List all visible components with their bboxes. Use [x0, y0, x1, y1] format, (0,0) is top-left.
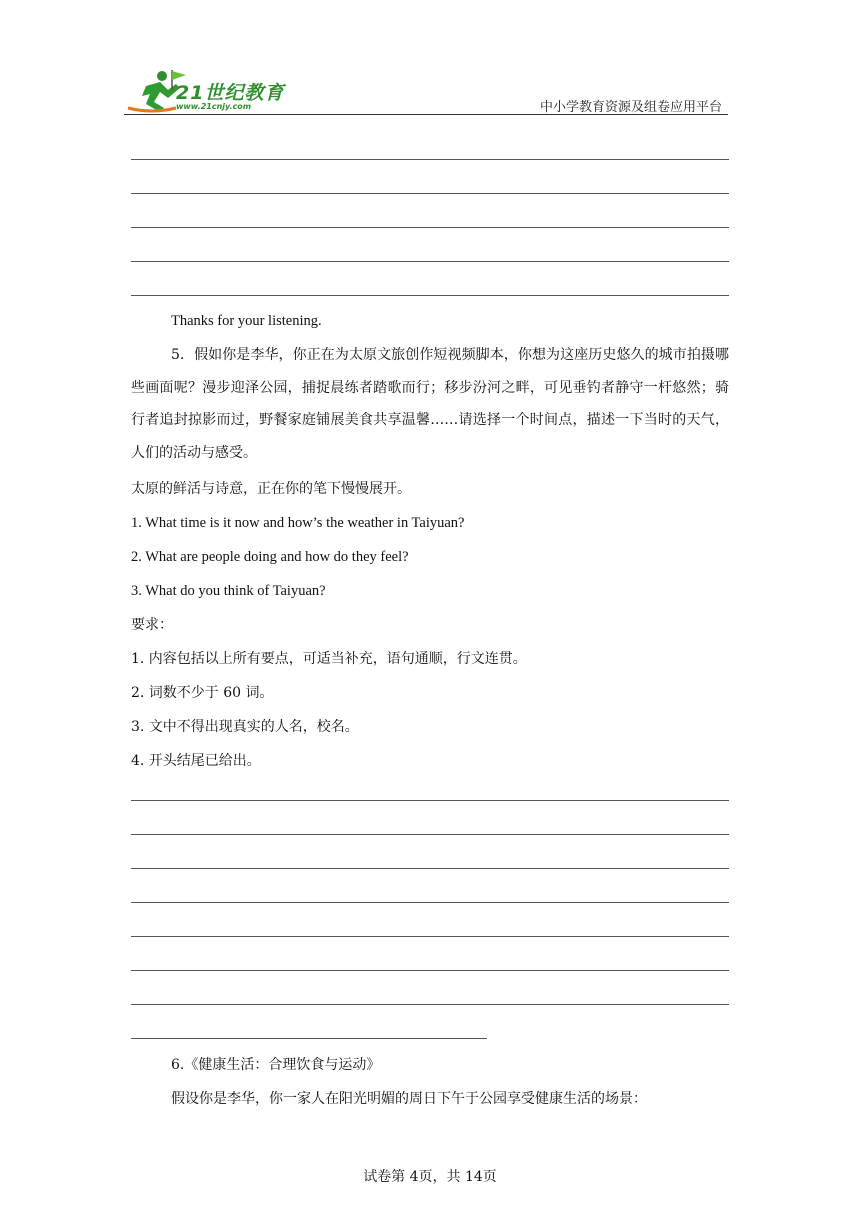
- q5-requirement-4: 4. 开头结尾已给出。: [131, 753, 261, 769]
- q5-subline: 太原的鲜活与诗意，正在你的笔下慢慢展开。: [131, 481, 411, 497]
- q6-prompt: 假设你是李华，你一家人在阳光明媚的周日下午于公园享受健康生活的场景：: [171, 1091, 647, 1107]
- q5-requirement-2: 2. 词数不少于 60 词。: [131, 685, 274, 701]
- answer-line[interactable]: [131, 936, 729, 937]
- q5-question-3: 3. What do you think of Taiyuan?: [131, 583, 326, 599]
- logo-url: www.21cnjy.com: [176, 102, 252, 111]
- page-footer: 试卷第 4页，共 14页: [363, 1169, 497, 1185]
- closing-line: Thanks for your listening.: [171, 313, 322, 329]
- q5-question-2: 2. What are people doing and how do they feel?: [131, 549, 409, 565]
- answer-line[interactable]: [131, 1004, 729, 1005]
- answer-line[interactable]: [131, 295, 729, 296]
- answer-line[interactable]: [131, 193, 729, 194]
- answer-line[interactable]: [131, 800, 729, 801]
- answer-line[interactable]: [131, 261, 729, 262]
- answer-line[interactable]: [131, 227, 729, 228]
- answer-line[interactable]: [131, 834, 729, 835]
- platform-label: 中小学教育资源及组卷应用平台: [539, 100, 722, 115]
- answer-line[interactable]: [131, 868, 729, 869]
- q5-question-1: 1. What time is it now and how’s the weather in Taiyuan?: [131, 515, 465, 531]
- q5-requirement-1: 1. 内容包括以上所有要点，可适当补充，语句通顺，行文连贯。: [131, 651, 527, 667]
- header-divider: [124, 114, 728, 115]
- answer-line[interactable]: [131, 902, 729, 903]
- q5-requirement-3: 3. 文中不得出现真实的人名，校名。: [131, 719, 359, 735]
- q5-prompt: 5．假如你是李华，你正在为太原文旅创作短视频脚本，你想为这座历史悠久的城市拍摄哪些画面呢？漫步迎泽公园，捕捉晨练者踏歌而行；移步汾河之畔，可见垂钓者静守一杆悠然；骑行者追封掠影而过，野餐家庭铺展美食共享温馨……请选择一个时间点，描述一下当时的天气，人们的活动与感受。: [131, 347, 729, 461]
- answer-line-short[interactable]: [131, 1038, 487, 1039]
- site-logo: [124, 68, 294, 116]
- q5-requirements-title: 要求：: [131, 617, 173, 633]
- answer-line[interactable]: [131, 970, 729, 971]
- logo-title: 21世纪教育: [176, 82, 285, 104]
- answer-line[interactable]: [131, 159, 729, 160]
- q6-title: 6.《健康生活：合理饮食与运动》: [171, 1057, 381, 1073]
